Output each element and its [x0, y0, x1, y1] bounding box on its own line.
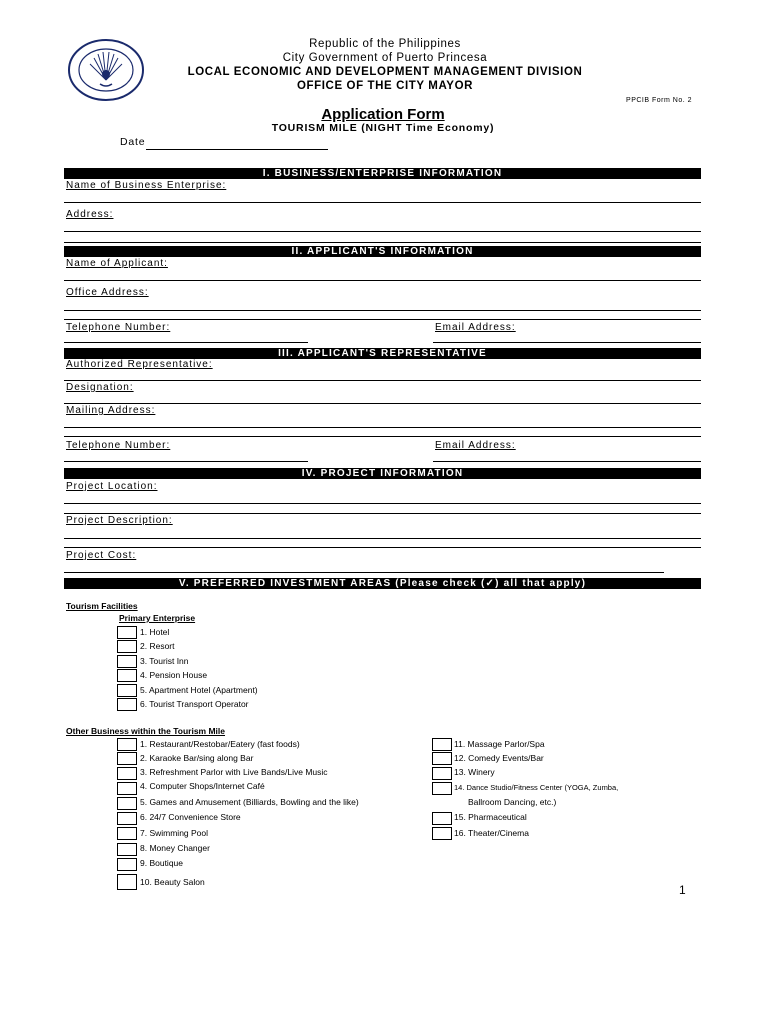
option-boutique: 9. Boutique	[140, 858, 184, 868]
option-restaurant: 1. Restaurant/Restobar/Eatery (fast foods)	[140, 739, 300, 749]
checkbox-restaurant[interactable]	[117, 738, 137, 751]
applicant-email-label: Email Address:	[435, 322, 516, 333]
checkbox-refreshment-parlor[interactable]	[117, 767, 137, 780]
checkbox-transport-operator[interactable]	[117, 698, 137, 711]
checkbox-apartment-hotel[interactable]	[117, 684, 137, 697]
option-winery: 13. Winery	[454, 767, 495, 777]
date-label: Date	[120, 136, 146, 148]
applicant-telephone-label: Telephone Number:	[66, 322, 171, 333]
project-description-field-2[interactable]	[64, 547, 701, 548]
option-pension-house: 4. Pension House	[140, 670, 208, 680]
checkbox-comedy-events[interactable]	[432, 752, 452, 765]
project-location-field[interactable]	[64, 503, 701, 504]
checkbox-winery[interactable]	[432, 767, 452, 780]
rep-email-label: Email Address:	[435, 440, 516, 451]
checkbox-resort[interactable]	[117, 640, 137, 653]
option-money-changer: 8. Money Changer	[140, 843, 210, 853]
checkbox-theater[interactable]	[432, 827, 452, 840]
checkbox-swimming-pool[interactable]	[117, 827, 137, 840]
checkbox-karaoke[interactable]	[117, 752, 137, 765]
option-convenience-store: 6. 24/7 Convenience Store	[140, 812, 241, 822]
project-location-label: Project Location:	[66, 481, 158, 492]
checkbox-games[interactable]	[117, 797, 137, 810]
option-transport-operator: 6. Tourist Transport Operator	[140, 699, 249, 709]
header-office: OFFICE OF THE CITY MAYOR	[296, 80, 474, 92]
option-tourist-inn: 3. Tourist Inn	[140, 656, 189, 666]
option-massage-parlor: 11. Massage Parlor/Spa	[454, 739, 545, 749]
representative-label: Authorized Representative:	[66, 359, 213, 370]
form-number: PPCIB Form No. 2	[626, 97, 692, 104]
checkbox-beauty-salon[interactable]	[117, 874, 137, 890]
option-refreshment-parlor: 3. Refreshment Parlor with Live Bands/Live Music	[140, 767, 328, 777]
checkbox-convenience-store[interactable]	[117, 812, 137, 825]
project-cost-field[interactable]	[64, 572, 664, 573]
representative-field[interactable]	[64, 380, 701, 381]
option-theater: 16. Theater/Cinema	[454, 828, 529, 838]
option-apartment-hotel: 5. Apartment Hotel (Apartment)	[140, 685, 258, 695]
tourism-facilities-heading: Tourism Facilities	[66, 601, 138, 611]
rep-telephone-label: Telephone Number:	[66, 440, 171, 451]
checkbox-hotel[interactable]	[117, 626, 137, 639]
business-name-field[interactable]	[64, 202, 701, 203]
section-4-header: IV. PROJECT INFORMATION	[64, 468, 701, 479]
mailing-address-field[interactable]	[64, 427, 701, 428]
section-5-header: V. PREFERRED INVESTMENT AREAS (Please check (✓) all that apply)	[64, 578, 701, 589]
option-games: 5. Games and Amusement (Billiards, Bowling and the like)	[140, 797, 359, 807]
option-hotel: 1. Hotel	[140, 627, 170, 637]
option-dance-studio: 14. Dance Studio/Fitness Center (YOGA, Zumba,	[454, 783, 619, 792]
divider	[64, 242, 701, 243]
mailing-address-label: Mailing Address:	[66, 405, 156, 416]
form-title: Application Form	[321, 106, 445, 123]
section-2-header: II. APPLICANT'S INFORMATION	[64, 246, 701, 257]
checkbox-dance-studio[interactable]	[432, 782, 452, 795]
address-field[interactable]	[64, 231, 701, 232]
checkbox-pharmaceutical[interactable]	[432, 812, 452, 825]
project-description-label: Project Description:	[66, 515, 173, 526]
checkbox-money-changer[interactable]	[117, 843, 137, 856]
applicant-name-label: Name of Applicant:	[66, 258, 168, 269]
checkbox-boutique[interactable]	[117, 858, 137, 871]
option-comedy-events: 12. Comedy Events/Bar	[454, 753, 544, 763]
option-swimming-pool: 7. Swimming Pool	[140, 828, 209, 838]
section-3-header: III. APPLICANT'S REPRESENTATIVE	[64, 348, 701, 359]
section-1-header: I. BUSINESS/ENTERPRISE INFORMATION	[64, 168, 701, 179]
rep-email-field[interactable]	[433, 461, 701, 462]
option-dance-studio-cont: Ballroom Dancing, etc.)	[468, 797, 557, 807]
header-republic: Republic of the Philippines	[309, 38, 461, 50]
designation-label: Designation:	[66, 382, 134, 393]
rep-telephone-field[interactable]	[64, 461, 308, 462]
office-address-field[interactable]	[64, 310, 701, 311]
project-location-field-2[interactable]	[64, 513, 701, 514]
option-resort: 2. Resort	[140, 641, 175, 651]
business-name-label: Name of Business Enterprise:	[66, 180, 227, 191]
mailing-address-field-2[interactable]	[64, 436, 701, 437]
header-city-government: City Government of Puerto Princesa	[282, 52, 488, 64]
applicant-telephone-field[interactable]	[64, 342, 308, 343]
checkbox-massage-parlor[interactable]	[432, 738, 452, 751]
page-number: 1	[679, 883, 686, 897]
form-subtitle: TOURISM MILE (NIGHT Time Economy)	[271, 122, 495, 134]
date-field[interactable]	[146, 149, 328, 150]
project-cost-label: Project Cost:	[66, 550, 137, 561]
other-business-heading: Other Business within the Tourism Mile	[66, 726, 226, 736]
checkbox-pension-house[interactable]	[117, 669, 137, 682]
option-karaoke: 2. Karaoke Bar/sing along Bar	[140, 753, 254, 763]
designation-field[interactable]	[64, 403, 701, 404]
checkbox-tourist-inn[interactable]	[117, 655, 137, 668]
primary-enterprise-heading: Primary Enterprise	[119, 613, 196, 623]
applicant-name-field[interactable]	[64, 280, 701, 281]
address-label: Address:	[66, 209, 114, 220]
checkbox-computer-shops[interactable]	[117, 782, 137, 795]
option-beauty-salon: 10. Beauty Salon	[140, 877, 205, 887]
project-description-field[interactable]	[64, 538, 701, 539]
office-address-label: Office Address:	[66, 287, 149, 298]
header-division: LOCAL ECONOMIC AND DEVELOPMENT MANAGEMENT DIVISION	[187, 66, 583, 78]
option-pharmaceutical: 15. Pharmaceutical	[454, 812, 527, 822]
applicant-email-field[interactable]	[433, 342, 701, 343]
option-computer-shops: 4. Computer Shops/Internet Café	[140, 781, 265, 791]
office-address-field-2[interactable]	[64, 319, 701, 320]
